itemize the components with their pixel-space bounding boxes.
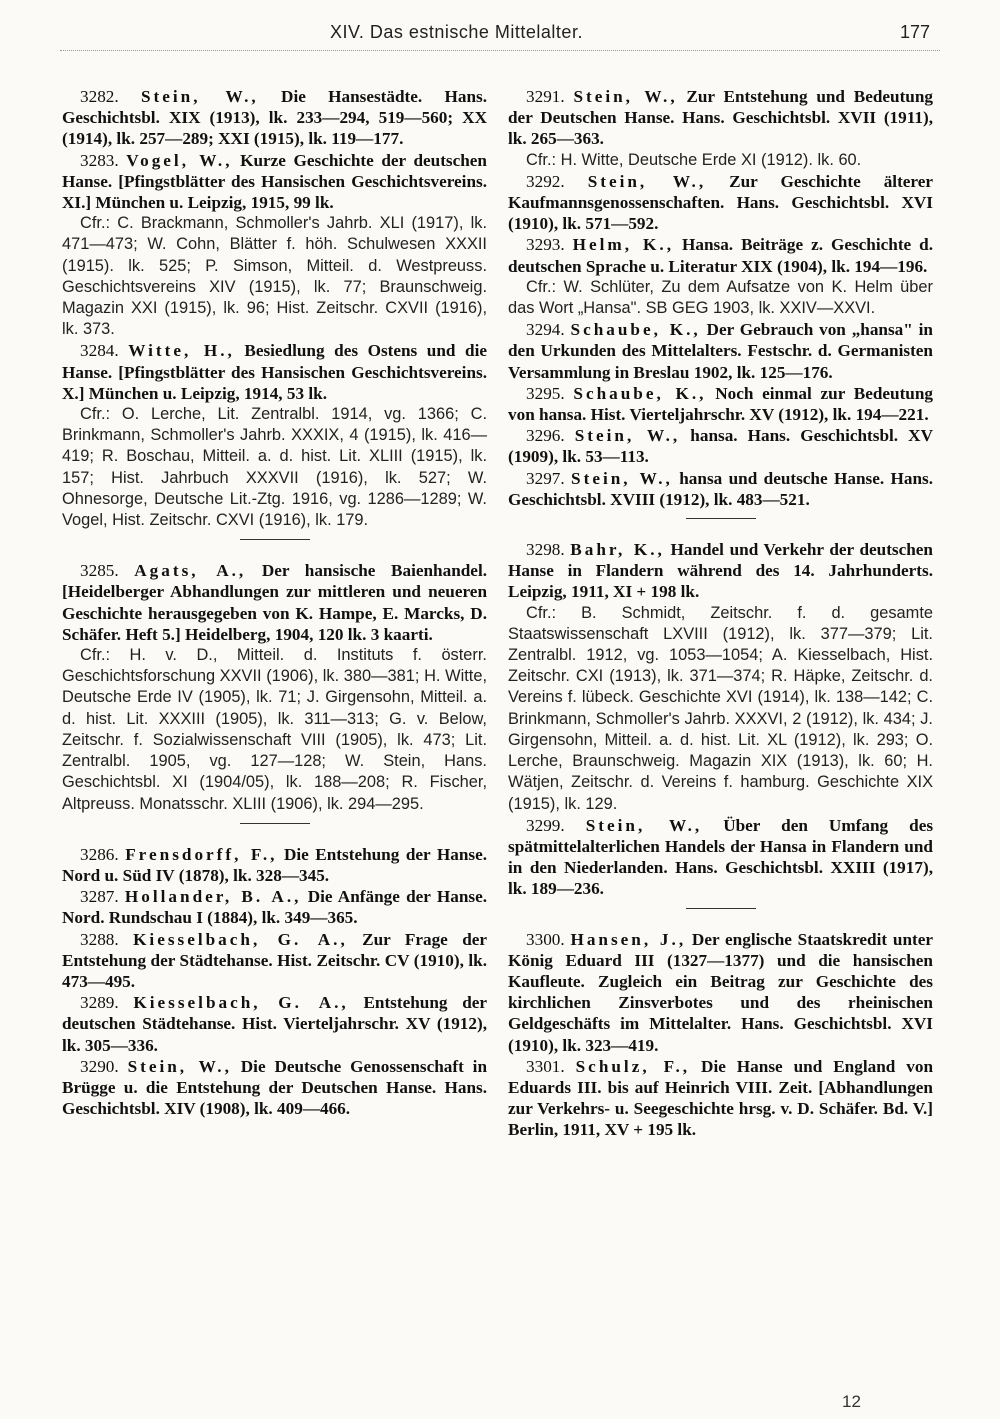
- bibliography-entry: [508, 425, 933, 467]
- section-separator: [686, 908, 756, 909]
- bibliography-entry: [62, 150, 487, 214]
- entry-number: 3282.: [80, 87, 119, 106]
- entry-author: Frensdorff, F.,: [125, 844, 278, 864]
- page-number: 177: [899, 22, 930, 42]
- section-separator: [240, 823, 310, 824]
- entry-author: Stein, W.,: [574, 426, 681, 446]
- bibliography-entry: [508, 234, 933, 276]
- entry-number: 3290.: [80, 1056, 119, 1076]
- bibliography-entry: [508, 319, 933, 383]
- bibliography-entry: [508, 86, 933, 150]
- entry-number: 3295.: [526, 383, 565, 403]
- entry-author: Hollander, B. A.,: [124, 887, 302, 907]
- entry-author: Schaube, K.,: [570, 320, 701, 340]
- entry-author: Kiesselbach, G. A.,: [133, 929, 348, 949]
- entry-author: Agats, A.,: [134, 561, 247, 581]
- left-column: [62, 86, 487, 1119]
- section-separator: [240, 539, 310, 540]
- entry-title: Der Gebrauch von „hansa" in den Urkunden des Mittelalters. Festschr. d. Germanisten Versammlung in Breslau 1902, lk. 125—176.: [508, 320, 933, 382]
- entry-author: Stein, W.,: [140, 87, 259, 106]
- bibliography-entry: [62, 340, 487, 404]
- bibliography-entry: [508, 171, 933, 235]
- entry-title: Kurze Geschichte der deutschen Hanse. [Pfingstblätter des Hansischen Geschichtsvereins. XI.] München u. Leipzig, 1915, 99 lk.: [62, 150, 487, 213]
- bibliography-entry: [62, 560, 487, 645]
- entry-title: Der hansische Baienhandel. [Heidelberger Abhandlungen zur mittleren und neueren Geschichte herausgegeben von K. Hampe, E. Marcks, D. Schäfer. Heft 5.] Heidelberg, 1904, 120 lk. 3 kaarti.: [62, 561, 488, 644]
- entry-author: Kiesselbach, G. A.,: [133, 993, 349, 1013]
- entry-number: 3301.: [526, 1056, 565, 1076]
- entry-title: Die Entstehung der Hanse. Nord u. Süd IV (1878), lk. 328—345.: [62, 844, 488, 885]
- entry-number: 3285.: [80, 561, 119, 581]
- entry-title: Die Hanse und England von Eduards III. bis auf Heinrich VIII. Zeit. [Abhandlungen zur Verkehrs- u. Seegeschichte hrsg. v. D. Schäfer. Bd. V.] Berlin, 1911, XV + 195 lk.: [508, 1056, 934, 1140]
- entry-number: 3288.: [80, 929, 119, 949]
- bibliography-entry: [508, 815, 933, 900]
- entry-title: Zur Geschichte älterer Kaufmannsgenossenschaften. Hans. Geschichtsbl. XVI (1910), lk. 571—592.: [508, 171, 934, 234]
- right-column: [508, 86, 933, 1141]
- bibliography-entry: [508, 929, 933, 1056]
- entry-author: Bahr, K.,: [570, 540, 665, 560]
- entry-number: 3291.: [526, 87, 565, 106]
- entry-number: 3294.: [526, 320, 565, 340]
- section-separator: [686, 518, 756, 519]
- entry-title: hansa. Hans. Geschichtsbl. XV (1909), lk. 53—113.: [508, 426, 933, 467]
- entry-title: Besiedlung des Ostens und die Hanse. [Pfingstblätter des Hansischen Geschichtsvereins. X.] München u. Leipzig, 1914, 53 lk.: [62, 341, 488, 403]
- entry-number: 3283.: [80, 150, 119, 170]
- bibliography-entry: [62, 929, 487, 993]
- entry-author: Hansen, J.,: [570, 929, 687, 949]
- entry-title: Die Hansestädte. Hans. Geschichtsbl. XIX (1913), lk. 233—294, 519—560; XX (1914), lk. 257—289; XXI (1915), lk. 119—177.: [62, 87, 488, 149]
- bibliography-entry: [508, 539, 933, 603]
- entry-title: hansa und deutsche Hanse. Hans. Geschichtsbl. XVIII (1912), lk. 483—521.: [508, 468, 934, 509]
- entry-title: Entstehung der deutschen Städtehanse. Hist. Vierteljahrschr. XV (1912), lk. 305—336.: [62, 993, 488, 1055]
- entry-author: Stein, W.,: [127, 1056, 232, 1076]
- entry-author: Stein, W.,: [585, 815, 703, 835]
- entry-title: Noch einmal zur Bedeutung von hansa. Hist. Vierteljahrschr. XV (1912), lk. 194—221.: [508, 383, 934, 425]
- entry-number: 3284.: [80, 341, 119, 361]
- entry-author: Schaube, K.,: [573, 383, 707, 403]
- entry-number: 3300.: [526, 929, 565, 949]
- entry-number: 3298.: [526, 540, 565, 560]
- entry-number: 3293.: [526, 235, 565, 255]
- entry-author: Stein, W.,: [573, 87, 678, 106]
- signature-mark: 12: [842, 1392, 861, 1411]
- bibliography-entry: [508, 383, 933, 425]
- entry-number: 3292.: [526, 171, 565, 191]
- review-references: Cfr.: B. Schmidt, Zeitschr. f. d. gesamte Staatswissenschaft LXVIII (1912), lk. 377—379; Lit. Zentralbl. 1912, vg. 1053—1054; A. Kiesselbach, Hist. Zeitschr. CXI (1913), lk. 371—374; R. Häpke, Zeitschr. d. Vereins f. lübeck. Geschichte XVI (1914), lk. 138—142; C. Brinkmann, Schmoller's Jahrb. XXXVI, 2 (1912), lk. 434; J. Girgensohn, Mitteil. a. d. hist. Lit. XL (1912), lk. 293; O. Lerche, Braunschweig. Magazin XIX (1913), lk. 60; H. Wätjen, Zeitschr. d. Vereins f. hamburg. Geschichte XIX (1915), lk. 129.: [508, 603, 933, 813]
- review-references: Cfr.: W. Schlüter, Zu dem Aufsatze von K. Helm über das Wort „Hansa". SB GEG 1903, lk. XXIV—XXVI.: [508, 277, 933, 318]
- entry-number: 3289.: [80, 993, 119, 1013]
- entry-title: Der englische Staatskredit unter König Eduard III (1327—1377) und die hansischen Kaufleute. Zugleich ein Beitrag zur Geschichte des kirchlichen Zinsverbotes und des rheinischen Geldgeschäfts im Mittelalter. Hans. Geschichtsbl. XVI (1910), lk. 323—419.: [508, 929, 933, 1055]
- review-references: Cfr.: H. v. D., Mitteil. d. Instituts f. österr. Geschichtsforschung XXVII (1906), lk. 380—381; H. Witte, Deutsche Erde IV (1905), lk. 71; J. Girgensohn, Mitteil. a. d. hist. Lit. XXXIII (1905), lk. 311—313; G. v. Below, Zeitschr. f. Sozialwissenschaft VIII (1905), lk. 473; Lit. Zentralbl. 1905, vg. 127—128; W. Stein, Hans. Geschichtsbl. XI (1904/05), lk. 188—208; R. Fischer, Altpreuss. Monatsschr. XLIII (1906), lk. 294—295.: [62, 646, 487, 813]
- entry-number: 3296.: [526, 426, 565, 446]
- bibliography-entry: [62, 886, 487, 928]
- review-references: Cfr.: O. Lerche, Lit. Zentralbl. 1914, vg. 1366; C. Brinkmann, Schmoller's Jahrb. XXXIX, 4 (1915), lk. 416—419; R. Boschau, Mitteil. a. d. hist. Lit. XLIII (1915), lk. 157; Hist. Jahrbuch XXXVII (1916), lk. 527; W. Ohnesorge, Deutsche Lit.-Ztg. 1916, vg. 1286—1289; W. Vogel, Hist. Zeitschr. CXVI (1916), lk. 179.: [62, 405, 487, 530]
- entry-author: Schulz, F.,: [575, 1056, 691, 1076]
- entry-number: 3286.: [80, 844, 119, 864]
- entry-author: Stein, W.,: [587, 171, 707, 191]
- bibliography-entry: [508, 1056, 933, 1141]
- entry-title: Hansa. Beiträge z. Geschichte d. deutschen Sprache u. Literatur XIX (1904), lk. 194—196.: [508, 235, 934, 276]
- entry-title: Handel und Verkehr der deutschen Hanse in Flandern während des 14. Jahrhunderts. Leipzig, 1911, XI + 198 lk.: [508, 540, 933, 602]
- bibliography-entry: [62, 1056, 487, 1120]
- bibliography-entry: [62, 992, 487, 1056]
- header-rule: [60, 50, 940, 51]
- entry-title: Zur Frage der Entstehung der Städtehanse. Hist. Zeitschr. CV (1910), lk. 473—495.: [62, 929, 488, 991]
- bibliography-entry: [62, 86, 487, 150]
- review-references: Cfr.: C. Brackmann, Schmoller's Jahrb. XLI (1917), lk. 471—473; W. Cohn, Blätter f. höh. Schulwesen XXXII (1915). lk. 525; P. Simson, Mitteil. d. Westpreuss. Geschichtsvereins XIV (1915), lk. 77; Braunschweig. Magazin XXI (1915), lk. 96; Hist. Zeitschr. CXVII (1916), lk. 373.: [62, 214, 487, 339]
- entry-title: Die Deutsche Genossenschaft in Brügge u. die Entstehung der Deutschen Hanse. Hans. Geschichtsbl. XIV (1908), lk. 409—466.: [62, 1056, 488, 1119]
- review-references: Cfr.: H. Witte, Deutsche Erde XI (1912). lk. 60.: [526, 150, 862, 169]
- bibliography-entry: [62, 844, 487, 886]
- entry-number: 3297.: [526, 468, 565, 488]
- running-title: XIV. Das estnische Mittelalter.: [330, 22, 583, 42]
- entry-number: 3287.: [80, 887, 119, 907]
- entry-number: 3299.: [526, 815, 565, 835]
- entry-author: Helm, K.,: [572, 235, 674, 255]
- bibliography-entry: [508, 468, 933, 510]
- entry-title: Die Anfänge der Hanse. Nord. Rundschau I (1884), lk. 349—365.: [62, 887, 488, 928]
- entry-title: Zur Entstehung und Bedeutung der Deutschen Hanse. Hans. Geschichtsbl. XVII (1911), lk. 265—363.: [508, 87, 934, 149]
- entry-author: Witte, H.,: [128, 341, 235, 361]
- entry-title: Über den Umfang des spätmittelalterlichen Handels der Hansa in Flandern und in den Niederlanden. Hans. Geschichtsbl. XXIII (1917), lk. 189—236.: [508, 815, 934, 899]
- entry-author: Stein, W.,: [571, 468, 673, 488]
- entry-author: Vogel, W.,: [126, 150, 233, 170]
